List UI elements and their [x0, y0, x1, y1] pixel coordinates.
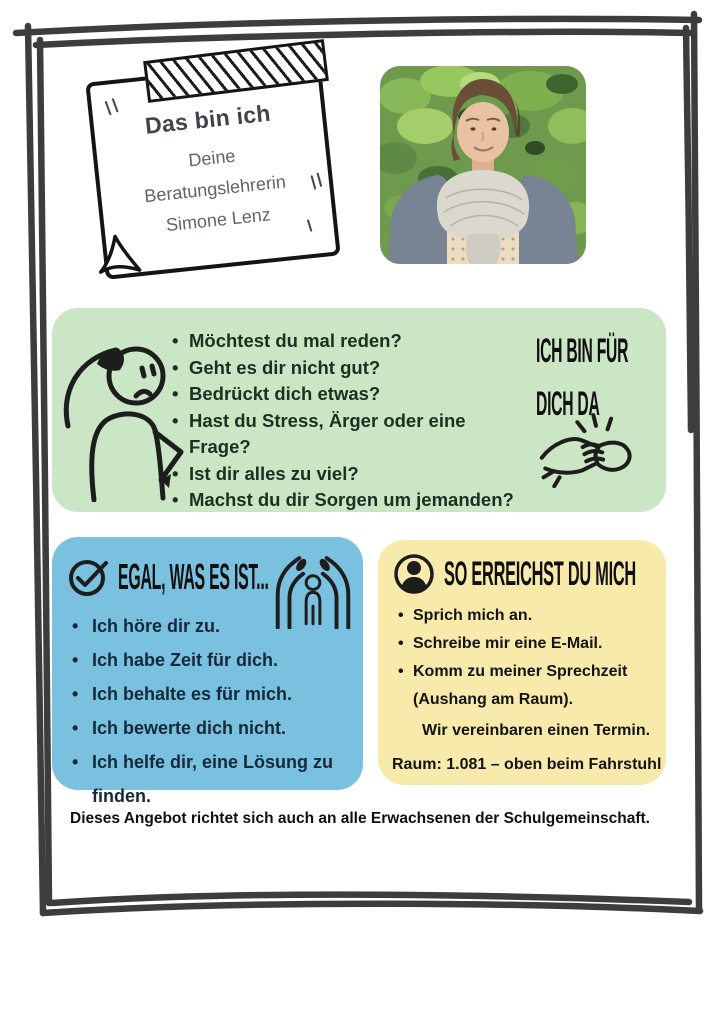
contact-item: • Komm zu meiner Sprechzeit (Aushang am Raum).: [398, 658, 636, 714]
question-item: • Ist dir alles zu viel?: [172, 461, 532, 488]
note-title: Das bin ich: [143, 99, 272, 139]
promise-item: • Ich habe Zeit für dich.: [72, 643, 346, 677]
confused-person-icon: [58, 330, 186, 502]
promises-panel: [52, 537, 363, 806]
contact-heading: SO ERREICHST DU MICH: [444, 554, 636, 593]
check-circle-icon: [66, 555, 110, 599]
questions-panel: [52, 308, 666, 512]
question-item: • Machst du dir Sorgen um jemanden?: [172, 487, 532, 514]
promises-list: [72, 609, 346, 813]
room-info: [392, 756, 661, 774]
question-item: • Möchtest du mal reden?: [172, 328, 532, 355]
footer-note: Dieses Angebot richtet sich auch an alle Erwachsenen der Schulgemeinschaft.: [70, 810, 650, 827]
contact-item: • Schreibe mir eine E-Mail.: [398, 630, 636, 658]
person-circle-icon: [392, 552, 436, 596]
contact-list: [398, 602, 636, 714]
helping-hands-icon: [528, 408, 648, 488]
contact-item: • Sprich mich an.: [398, 602, 636, 630]
contact-panel: [378, 540, 666, 785]
question-item: • Geht es dir nicht gut?: [172, 355, 532, 382]
promise-item: • Ich helfe dir, eine Lösung zu finden.: [72, 745, 346, 813]
side-heading-line: ICH BIN FÜR: [536, 332, 629, 370]
note-subtitle-line: Deine: [187, 145, 237, 171]
promise-item: • Ich behalte es für mich.: [72, 677, 346, 711]
question-item: • Hast du Stress, Ärger oder eine Frage?: [172, 408, 532, 461]
questions-list: [172, 328, 532, 514]
side-heading-line: DICH DA: [536, 385, 600, 423]
note-subtitle-line: Simone Lenz: [165, 204, 272, 236]
promise-item: • Ich höre dir zu.: [72, 609, 346, 643]
contact-header: [392, 552, 724, 596]
promise-item: • Ich bewerte dich nicht.: [72, 711, 346, 745]
room-value: 1.081 – oben beim Fahrstuhl: [441, 756, 662, 773]
appointment-note: Wir vereinbaren einen Termin.: [422, 722, 651, 739]
question-item: • Bedrückt dich etwas?: [172, 381, 532, 408]
note-subtitle-line: Beratungslehrerin: [143, 171, 287, 207]
promises-heading: EGAL, WAS ES IST...: [118, 556, 269, 597]
room-label: Raum:: [392, 756, 442, 773]
portrait-photo: [380, 66, 586, 264]
page-curl-icon: [94, 232, 146, 279]
